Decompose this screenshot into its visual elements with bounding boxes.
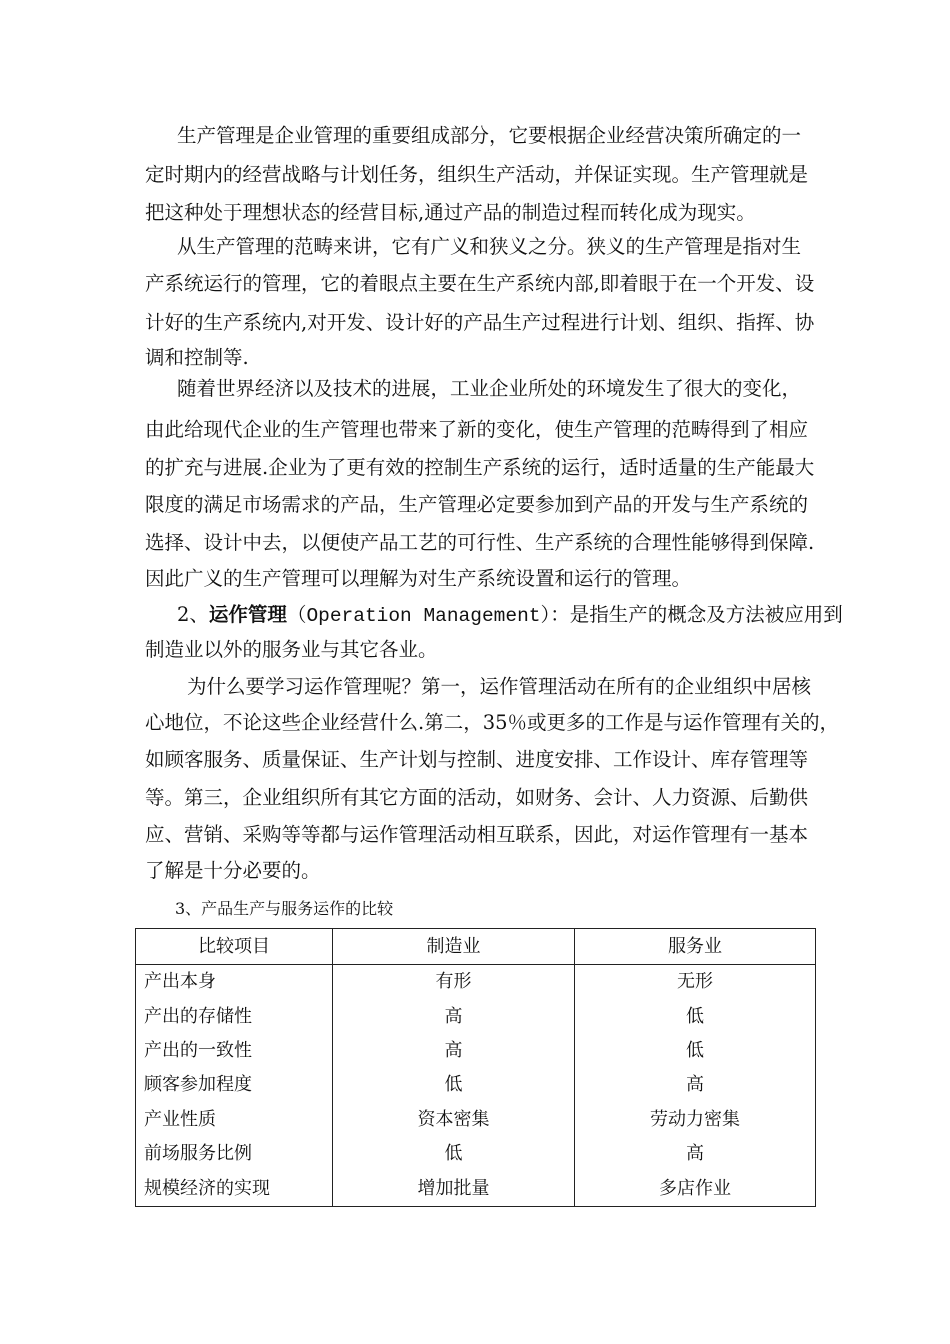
- table-row: [136, 1103, 816, 1137]
- paragraph-2-line-2: 产系统运行的管理，它的着眼点主要在生产系统内部,即着眼于在一个开发、设: [145, 272, 815, 295]
- table-cell-service: 低: [575, 1034, 816, 1068]
- paragraph-3-line-6: 因此广义的生产管理可以理解为对生产系统设置和运行的管理。: [145, 567, 692, 590]
- table-row: [136, 1171, 816, 1206]
- table-cell-manufacturing: 低: [333, 1137, 575, 1171]
- paragraph-2-line-4: 调和控制等.: [145, 346, 249, 369]
- paragraph-1-line-1: 生产管理是企业管理的重要组成部分，它要根据企业经营决策所确定的一: [177, 124, 802, 147]
- table-row: [136, 999, 816, 1033]
- paragraph-4-line-1: 为什么要学习运作管理呢？第一，运作管理活动在所有的企业组织中居核: [187, 675, 812, 698]
- paragraph-4-line-5: 应、营销、采购等等都与运作管理活动相互联系，因此，对运作管理有一基本: [145, 823, 809, 846]
- paragraph-3-line-5: 选择、设计中去，以便使产品工艺的可行性、生产系统的合理性能够得到保障.: [145, 531, 815, 554]
- section-2-number: 2、: [177, 603, 209, 626]
- paragraph-3-line-4: 限度的满足市场需求的产品，生产管理必定要参加到产品的开发与生产系统的: [145, 493, 809, 516]
- table-cell-item: 前场服务比例: [136, 1137, 333, 1171]
- table-cell-item: 顾客参加程度: [136, 1068, 333, 1102]
- section-2-term-english: （Operation Management）: [286, 605, 551, 627]
- header-comparison-item: 比较项目: [136, 929, 333, 965]
- table-cell-item: 产出的一致性: [136, 1034, 333, 1068]
- table-row: [136, 1137, 816, 1171]
- table-cell-manufacturing: 增加批量: [333, 1171, 575, 1206]
- table-cell-service: 高: [575, 1137, 816, 1171]
- paragraph-1-line-2: 定时期内的经营战略与计划任务，组织生产活动，并保证实现。生产管理就是: [145, 163, 809, 186]
- table-cell-manufacturing: 资本密集: [333, 1103, 575, 1137]
- table-cell-service: 高: [575, 1068, 816, 1102]
- comparison-table: [135, 928, 816, 1207]
- paragraph-1-line-3: 把这种处于理想状态的经营目标,通过产品的制造过程而转化成为现实。: [145, 201, 756, 224]
- header-service: 服务业: [575, 929, 816, 965]
- section-2-line-2: 制造业以外的服务业与其它各业。: [145, 638, 438, 661]
- paragraph-4-line-6: 了解是十分必要的。: [145, 859, 321, 882]
- paragraph-2-line-3: 计好的生产系统内,对开发、设计好的产品生产过程进行计划、组织、指挥、协: [145, 311, 815, 334]
- section-2-line-1: [177, 603, 843, 628]
- table-caption: 3、产品生产与服务运作的比较: [175, 899, 394, 918]
- table-cell-item: 产业性质: [136, 1103, 333, 1137]
- table-row: [136, 1068, 816, 1102]
- header-manufacturing: 制造业: [333, 929, 575, 965]
- section-2-term: 运作管理: [208, 603, 287, 626]
- paragraph-2-line-1: 从生产管理的范畴来讲，它有广义和狭义之分。狭义的生产管理是指对生: [177, 235, 802, 258]
- table-cell-item: 产出本身: [136, 965, 333, 1000]
- table-cell-manufacturing: 高: [333, 1034, 575, 1068]
- paragraph-3-line-3: 的扩充与进展.企业为了更有效的控制生产系统的运行，适时适量的生产能最大: [145, 456, 815, 479]
- table-cell-item: 规模经济的实现: [136, 1171, 333, 1206]
- table-cell-manufacturing: 低: [333, 1068, 575, 1102]
- paragraph-4-line-3: 如顾客服务、质量保证、生产计划与控制、进度安排、工作设计、库存管理等: [145, 748, 809, 771]
- table-cell-service: 劳动力密集: [575, 1103, 816, 1137]
- paragraph-4-line-4: 等。第三，企业组织所有其它方面的活动，如财务、会计、人力资源、后勤供: [145, 786, 809, 809]
- table-cell-service: 无形: [575, 965, 816, 1000]
- table-row: [136, 1034, 816, 1068]
- paragraph-3-line-1: 随着世界经济以及技术的进展，工业企业所处的环境发生了很大的变化，: [177, 377, 802, 400]
- paragraph-3-line-2: 由此给现代企业的生产管理也带来了新的变化，使生产管理的范畴得到了相应: [145, 418, 809, 441]
- section-2-definition: ：是指生产的概念及方法被应用到: [550, 603, 843, 626]
- table-cell-item: 产出的存储性: [136, 999, 333, 1033]
- table-header-row: [136, 929, 816, 965]
- table-cell-service: 低: [575, 999, 816, 1033]
- table-row: [136, 965, 816, 1000]
- table-cell-manufacturing: 高: [333, 999, 575, 1033]
- table-cell-manufacturing: 有形: [333, 965, 575, 1000]
- table-cell-service: 多店作业: [575, 1171, 816, 1206]
- paragraph-4-line-2: 心地位，不论这些企业经营什么.第二，35％或更多的工作是与运作管理有关的，: [145, 711, 840, 734]
